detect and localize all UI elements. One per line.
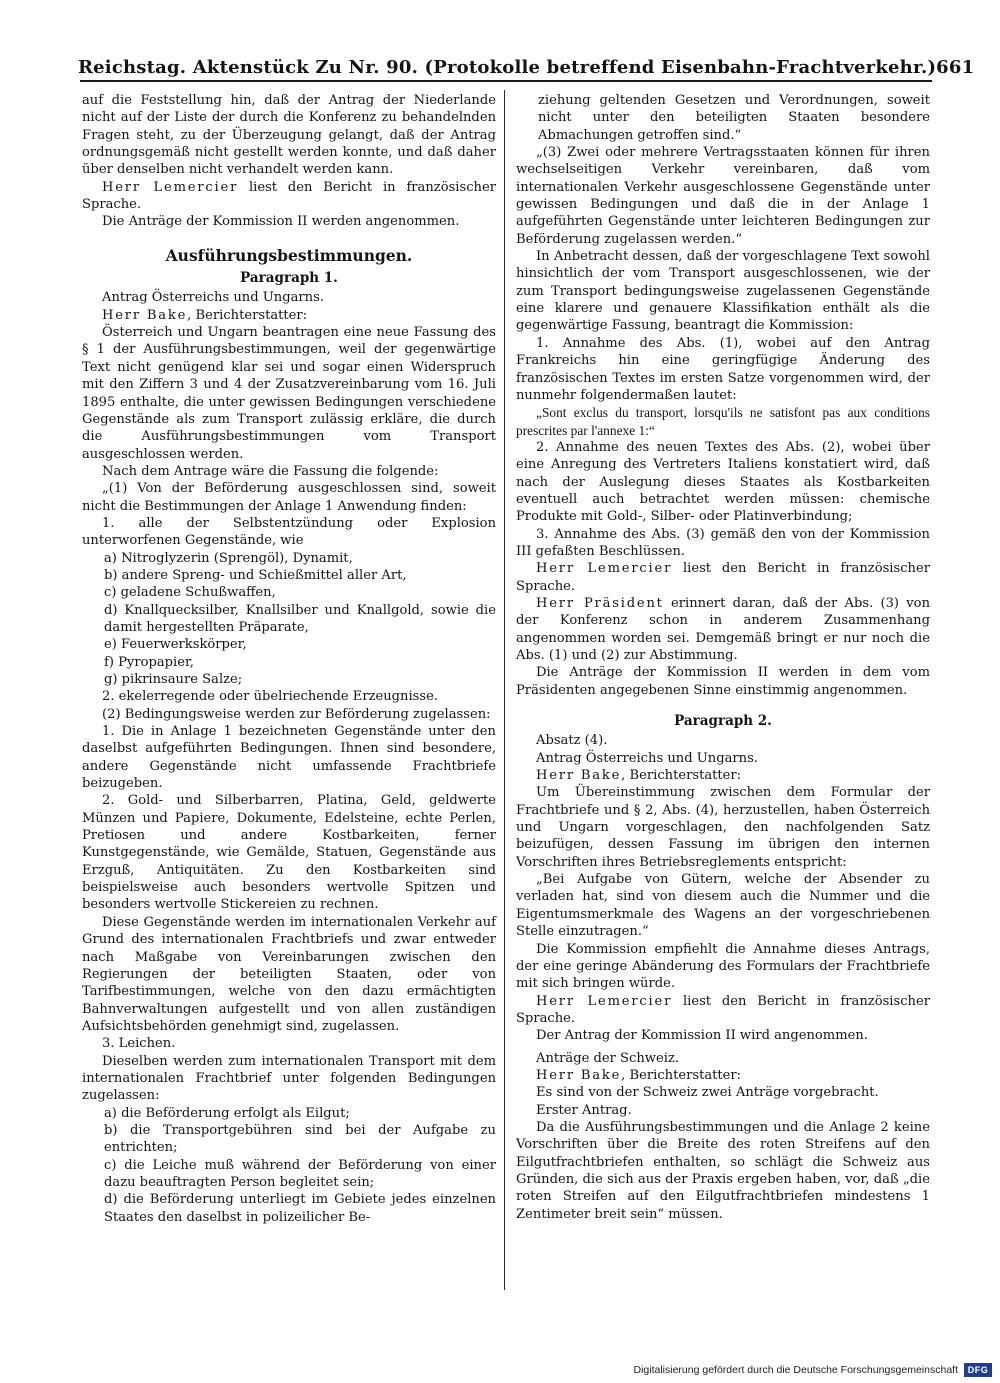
- list-item: a) Nitroglyzerin (Sprengöl), Dynamit,: [104, 550, 353, 566]
- speaker-name: Herr Lemercier: [536, 993, 673, 1009]
- paragraph: auf die Feststellung hin, daß der Antrag der Niederlande nicht auf der Liste der durch die Konferenz zu behandelnden Fragen steht, zu der Überzeugung gelangt, daß der Antrag ordnungsgemäß nicht gestellt werden konnte, und daß daher über denselben nicht verhandelt werden kann.: [82, 93, 496, 178]
- paragraph: 1. alle der Selbstentzündung oder Explosion unterworfenen Gegenstände, wie: [82, 515, 496, 549]
- paragraph: ziehung geltenden Gesetzen und Verordnungen, soweit nicht unter den beteiligten Staaten besondere Abmachungen getroffen sind.“: [538, 93, 930, 143]
- speaker-name: Herr Bake: [536, 1067, 622, 1083]
- speaker-name: Herr Lemercier: [102, 179, 239, 195]
- paragraph: Anträge der Schweiz.: [536, 1050, 680, 1066]
- speaker-name: Herr Bake: [536, 768, 622, 784]
- paragraph: [516, 560, 930, 595]
- paragraph: 2. ekelerregende oder übelriechende Erzeugnisse.: [102, 689, 439, 705]
- list-item: e) Feuerwerkskörper,: [104, 637, 247, 653]
- paragraph: „(3) Zwei oder mehrere Vertragsstaaten können für ihren wechselseitigen Verkehr vereinbaren, daß vom internationalen Verkehr ausgeschlossene Gegenstände unter gewissen Bedingungen und daß die in der Anlage 1 aufgeführten Gegenstände unter leichteren Bedingungen zur Beförderung zugelassen werden.“: [516, 145, 930, 247]
- paragraph: Die Anträge der Kommission II werden angenommen.: [102, 214, 460, 230]
- paragraph: Um Übereinstimmung zwischen dem Formular der Frachtbriefe und § 2, Abs. (4), herzustellen, haben Österreich und Ungarn vorgeschlagen, den nachfolgenden Satz beizufügen, dessen Fassung im übrigen den internen Vorschriften ihres Betriebsreglements entspricht:: [516, 785, 930, 870]
- paragraph-text: erinnert daran, daß der Abs. (3) von der Konferenz schon in anderem Zusammenhang angenommen worden sei. Demgemäß bringt er nur noch die Abs. (1) und (2) zur Abstimmung.: [516, 595, 930, 663]
- paragraph-text: liest den Bericht in französischer Sprache.: [516, 561, 930, 594]
- list-item: b) andere Spreng- und Schießmittel aller Art,: [104, 567, 407, 583]
- paragraph: In Anbetracht dessen, daß der vorgeschlagene Text sowohl hinsichtlich der vom Transport ausgeschlossenen, wie der zum Transport bedingungsweise zugelassenen Gegenstände eine klarere und genauere Klassifikation enthält als die gegenwärtige Fassung, beantragt die Kommission:: [516, 249, 930, 334]
- list-item: d) die Beförderung unterliegt im Gebiete jedes einzelnen Staates den daselbst in polizeilicher Be-: [104, 1192, 496, 1225]
- right-column: [516, 92, 930, 1223]
- paragraph: Es sind von der Schweiz zwei Anträge vorgebracht.: [536, 1085, 879, 1101]
- paragraph: Antrag Österreichs und Ungarns.: [102, 290, 324, 306]
- paragraph: [516, 767, 930, 784]
- paragraph: [82, 179, 496, 214]
- paragraph-text: , Berichterstatter:: [621, 768, 742, 784]
- section-heading: Ausführungsbestimmungen.: [165, 245, 413, 265]
- list-item: c) die Leiche muß während der Beförderung von einer dazu beauftragten Person begleitet sein;: [104, 1157, 496, 1190]
- paragraph: Dieselben werden zum internationalen Transport mit dem internationalen Frachtbrief unter folgenden Bedingungen zugelassen:: [82, 1053, 496, 1104]
- speaker-name: Herr Bake: [102, 307, 188, 323]
- paragraph: Absatz (4).: [536, 733, 608, 749]
- paragraph: [82, 307, 496, 324]
- paragraph: [516, 1067, 930, 1084]
- paragraph: 2. Gold- und Silberbarren, Platina, Geld, geldwerte Münzen und Papiere, Dokumente, Edelsteine, echte Perlen, Pretiosen und andere Kostbarkeiten, ferner Kunstgegenstände, wie Gemälde, Statuen, Gegenstände aus Erzguß, Antiquitäten. Zu den Kostbarkeiten sind beispielsweise auch besonders wertvolle Spitzen und besonders wertvolle Stickereien zu rechnen.: [82, 793, 496, 913]
- paragraph: (2) Bedingungsweise werden zur Beförderung zugelassen:: [102, 706, 491, 722]
- paragraph: Antrag Österreichs und Ungarns.: [536, 750, 758, 766]
- paragraph: „(1) Von der Beförderung ausgeschlossen sind, soweit nicht die Bestimmungen der Anlage 1 Anwendung finden:: [82, 481, 496, 514]
- paragraph: Nach dem Antrage wäre die Fassung die folgende:: [102, 463, 439, 479]
- list-item: a) die Beförderung erfolgt als Eilgut;: [104, 1105, 350, 1121]
- header-rule: [80, 80, 932, 82]
- page-number: 661: [936, 57, 975, 78]
- paragraph: Die Anträge der Kommission II werden in dem vom Präsidenten angegebenen Sinne einstimmig angenommen.: [516, 665, 930, 698]
- paragraph: [516, 993, 930, 1028]
- page-header: [78, 44, 975, 78]
- paragraph-heading: Paragraph 1.: [240, 270, 338, 287]
- running-head: Reichstag. Aktenstück Zu Nr. 90. (Protokolle betreffend Eisenbahn-Frachtverkehr.): [78, 57, 937, 78]
- paragraph: Diese Gegenstände werden im internationalen Verkehr auf Grund des internationalen Frachtbriefs und zwar entweder nach Maßgabe von Vereinbarungen zwischen den Regierungen der beteiligten Staaten, oder von Tarifbestimmungen, welche von den dazu ermächtigten Bahnverwaltungen aufgestellt und von allen zuständigen Aufsichtsbehörden genehmigt sind, zugelassen.: [82, 914, 496, 1034]
- list-item: b) die Transportgebühren sind bei der Aufgabe zu entrichten;: [104, 1122, 496, 1156]
- paragraph-text: , Berichterstatter:: [187, 307, 308, 323]
- paragraph-text: liest den Bericht in französischer Sprache.: [516, 993, 930, 1026]
- paragraph: 1. Annahme des Abs. (1), wobei auf den Antrag Frankreichs hin eine geringfügige Änderung des französischen Textes im ersten Satze vorgenommen wird, der nunmehr folgendermaßen lautet:: [516, 335, 930, 403]
- paragraph-text: , Berichterstatter:: [621, 1067, 742, 1083]
- list-item: c) geladene Schußwaffen,: [104, 585, 276, 601]
- paragraph-text: liest den Bericht in französischer Sprache.: [82, 179, 496, 213]
- list-item: d) Knallquecksilber, Knallsilber und Knallgold, sowie die damit hergestellten Präparate,: [104, 602, 496, 635]
- list-item: g) pikrinsaure Salze;: [104, 672, 243, 687]
- quoted-french-text: „Sont exclus du transport, lorsqu'ils ne satisfont pas aux conditions prescrites par l'annexe 1:“: [516, 405, 930, 438]
- paragraph: Erster Antrag.: [536, 1102, 632, 1118]
- paragraph: Da die Ausführungsbestimmungen und die Anlage 2 keine Vorschriften über die Breite des roten Streifens auf den Eilgutfrachtbriefen enthalten, so schlägt die Schweiz aus Gründen, die sich aus der Praxis ergeben haben, vor, daß „die roten Streifen auf den Eilgutfrachtbriefen mindestens 1 Zentimeter breit sein“ müssen.: [516, 1119, 930, 1222]
- paragraph: 3. Annahme des Abs. (3) gemäß den von der Kommission III gefaßten Beschlüssen.: [516, 526, 930, 559]
- digitization-footer: [596, 1362, 992, 1378]
- speaker-name: Herr Lemercier: [536, 561, 673, 577]
- paragraph: Die Kommission empfiehlt die Annahme dieses Antrags, der eine geringe Abänderung des Formulars der Frachtbriefe mit sich bringen würde.: [516, 941, 930, 992]
- column-divider: [504, 90, 505, 1290]
- paragraph: 3. Leichen.: [102, 1036, 176, 1052]
- left-column: [82, 92, 496, 1226]
- paragraph: 2. Annahme des neuen Textes des Abs. (2), wobei über eine Anregung des Vertreters Italiens konstatiert wird, daß nach der Auslegung dieses Staates als Kostbarkeiten eventuell auch betrachtet werden müssen: chemische Produkte mit Gold-, Silber- oder Platinverbindung;: [516, 439, 930, 525]
- list-item: f) Pyropapier,: [104, 654, 194, 670]
- paragraph: Der Antrag der Kommission II wird angenommen.: [536, 1028, 868, 1044]
- funding-note: Digitalisierung gefördert durch die Deutsche Forschungsgemeinschaft: [633, 1364, 958, 1376]
- paragraph: 1. Die in Anlage 1 bezeichneten Gegenstände unter den daselbst aufgeführten Bedingungen. Ihnen sind besondere, andere Gegenstände nicht umfassende Frachtbriefe beizugeben.: [82, 724, 496, 792]
- paragraph: Österreich und Ungarn beantragen eine neue Fassung des § 1 der Ausführungsbestimmungen, weil der gegenwärtige Text nicht genügend klar sei und sogar einen Widerspruch mit den Ziffern 3 und 4 der Zusatzvereinbarung vom 16. Juli 1895 enthalte, die unter gewissen Bedingungen verschiedene Gegenstände als zum Transport zulässig erkläre, die durch die Ausführungsbestimmungen vom Transport ausgeschlossen werden.: [82, 325, 496, 462]
- speaker-name: Herr Präsident: [536, 595, 664, 611]
- paragraph-heading: Paragraph 2.: [674, 713, 772, 730]
- dfg-logo: DFG: [964, 1363, 992, 1377]
- paragraph: [516, 595, 930, 664]
- paragraph: „Bei Aufgabe von Gütern, welche der Absender zu verladen hat, sind von diesem auch die Nummer und die Eigentumsmerkmale des Wagens an der vorgeschriebenen Stelle einzutragen.“: [516, 872, 930, 940]
